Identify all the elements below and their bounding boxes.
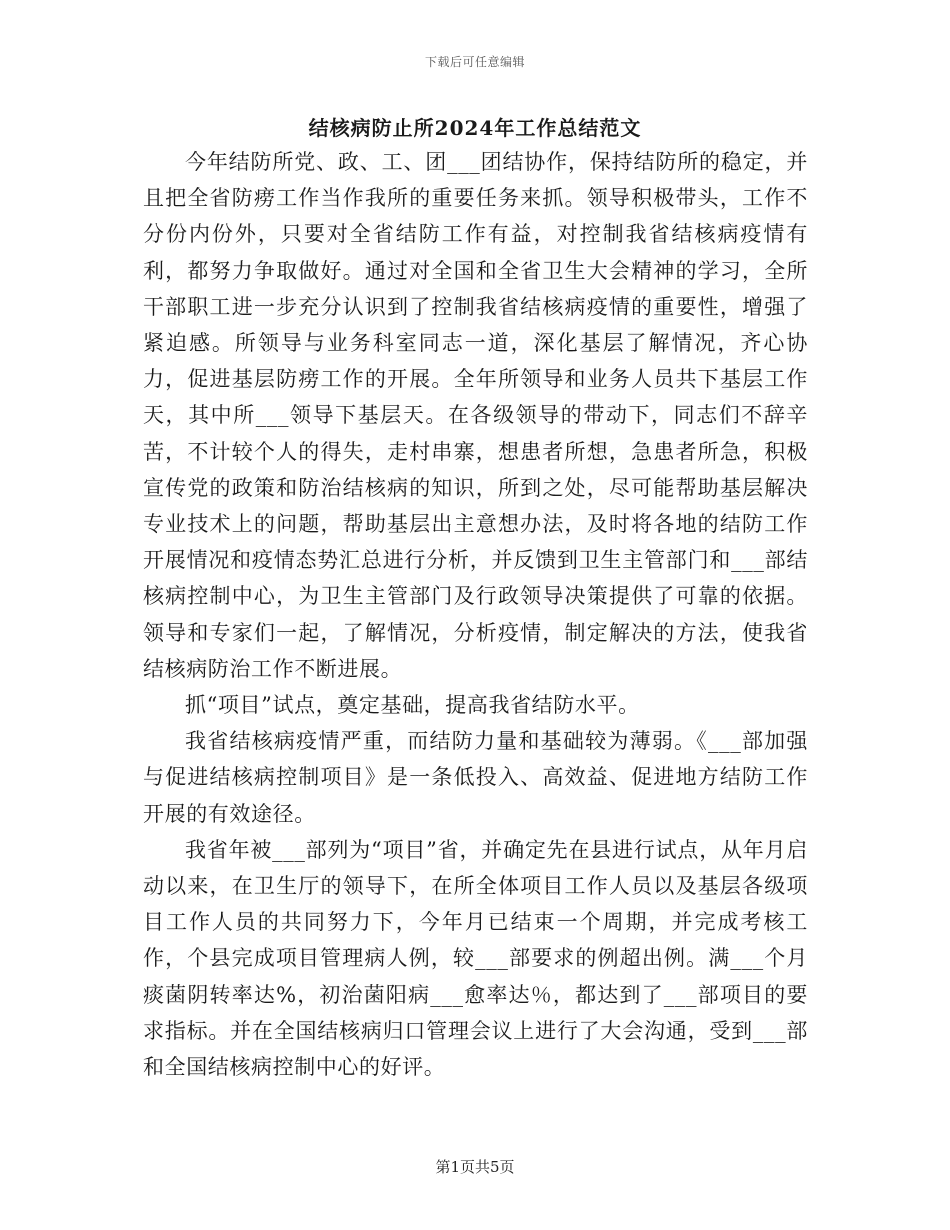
body-paragraph: 抓“项目”试点，奠定基础，提高我省结防水平。: [185, 693, 640, 718]
body-paragraph: 我省结核病疫情严重，而结防力量和基础较为薄弱。《___部加强与促进结核病控制项目》是一条低投入、高效益、促进地方结防工作开展的有效途径。: [143, 729, 808, 826]
body-paragraph: 我省年被___部列为“项目”省，并确定先在县进行试点，从年月启动以来，在卫生厅的领导下，在所全体项目工作人员以及基层各级项目工作人员的共同努力下，今年月已结束一个周期，并完成考核工作，个县完成项目管理病人例，较___部要求的例超出例。满___个月痰菌阴转率达%，初治菌阳病___愈率达％，都达到了___部项目的要求指标。并在全国结核病归口管理会议上进行了大会沟通，受到___部和全国结核病控制中心的好评。: [143, 837, 808, 1080]
document-title: 结核病防止所2024年工作总结范文: [308, 116, 642, 140]
document-body: [143, 144, 808, 1085]
page-footer: 第1页共5页: [435, 1158, 515, 1176]
body-paragraph: 今年结防所党、政、工、团___团结协作，保持结防所的稳定，并且把全省防痨工作当作我所的重要任务来抓。领导积极带头，工作不分份内份外，只要对全省结防工作有益，对控制我省结核病疫情有利，都努力争取做好。通过对全国和全省卫生大会精神的学习，全所干部职工进一步充分认识到了控制我省结核病疫情的重要性，增强了紧迫感。所领导与业务科室同志一道，深化基层了解情况，齐心协力，促进基层防痨工作的开展。全年所领导和业务人员共下基层工作天，其中所___领导下基层天。在各级领导的带动下，同志们不辞辛苦，不计较个人的得失，走村串寨，想患者所想，急患者所急，积极宣传党的政策和防治结核病的知识，所到之处，尽可能帮助基层解决专业技术上的问题，帮助基层出主意想办法，及时将各地的结防工作开展情况和疫情态势汇总进行分析，并反馈到卫生主管部门和___部结核病控制中心，为卫生主管部门及行政领导决策提供了可靠的依据。领导和专家们一起，了解情况，分析疫情，制定解决的方法，使我省结核病防治工作不断进展。: [143, 150, 808, 681]
header-note: 下载后可任意编辑: [424, 55, 525, 69]
